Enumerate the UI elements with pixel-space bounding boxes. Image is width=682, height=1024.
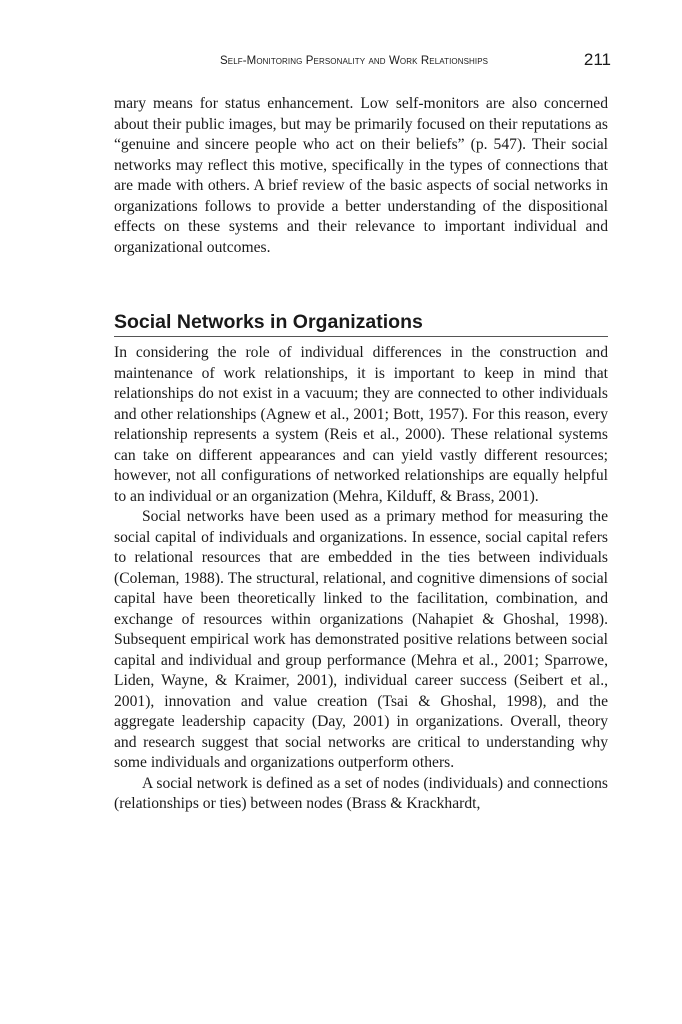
section-body — [114, 343, 608, 815]
paragraph-3: A social network is defined as a set of nodes (individuals) and connections (relationships or ties) between nodes (Brass & Krackhardt, — [114, 774, 608, 812]
paragraph-1: In considering the role of individual differences in the construction and maintenance of work relationships, it is important to keep in mind that relationships do not exist in a vacuum; they are connected to other individuals and other relationships (Agnew et al., 2001; Bott, 1957). For this reason, every relationship represents a system (Reis et al., 2000). These relational systems can take on different appearances and can yield vastly different resources; however, not all configurations of networked relationships are equally helpful to an individual or an organization (Mehra, Kilduff, & Brass, 2001). — [114, 344, 608, 505]
page-number: 211 — [583, 50, 611, 69]
paragraph-2: Social networks have been used as a primary method for measuring the social capital of individuals and organizations. In essence, social capital refers to relational resources that are embedded in the ties between individuals (Coleman, 1988). The structural, relational, and cognitive dimensions of social capital have been theoretically linked to the facilitation, combination, and exchange of resources within organizations (Nahapiet & Ghoshal, 1998). Subsequent empirical work has demonstrated positive relations between social capital and individual and group performance (Mehra et al., 2001; Sparrowe, Liden, Wayne, & Kraimer, 2001), individual career success (Seibert et al., 2001), innovation and value creation (Tsai & Ghoshal, 1998), and the aggregate leadership capacity (Day, 2001) in organizations. Overall, theory and research suggest that social networks are critical to understanding why some individuals and organizations outperform others. — [114, 508, 608, 771]
intro-paragraph: mary means for status enhancement. Low self-monitors are also concerned about their public images, but may be primarily focused on their reputations as “genuine and sincere people who act on their beliefs” (p. 547). Their social networks may reflect this motive, specifically in the types of connections that are made with others. A brief review of the basic aspects of social networks in organizations follows to provide a better understanding of the dispositional effects on these systems and their relevance to important individual and organizational outcomes. — [114, 95, 608, 256]
running-title: Self-Monitoring Personality and Work Relationships — [220, 55, 489, 67]
intro-text — [114, 94, 608, 258]
section-heading: Social Networks in Organizations — [114, 309, 608, 337]
running-head — [114, 50, 611, 72]
